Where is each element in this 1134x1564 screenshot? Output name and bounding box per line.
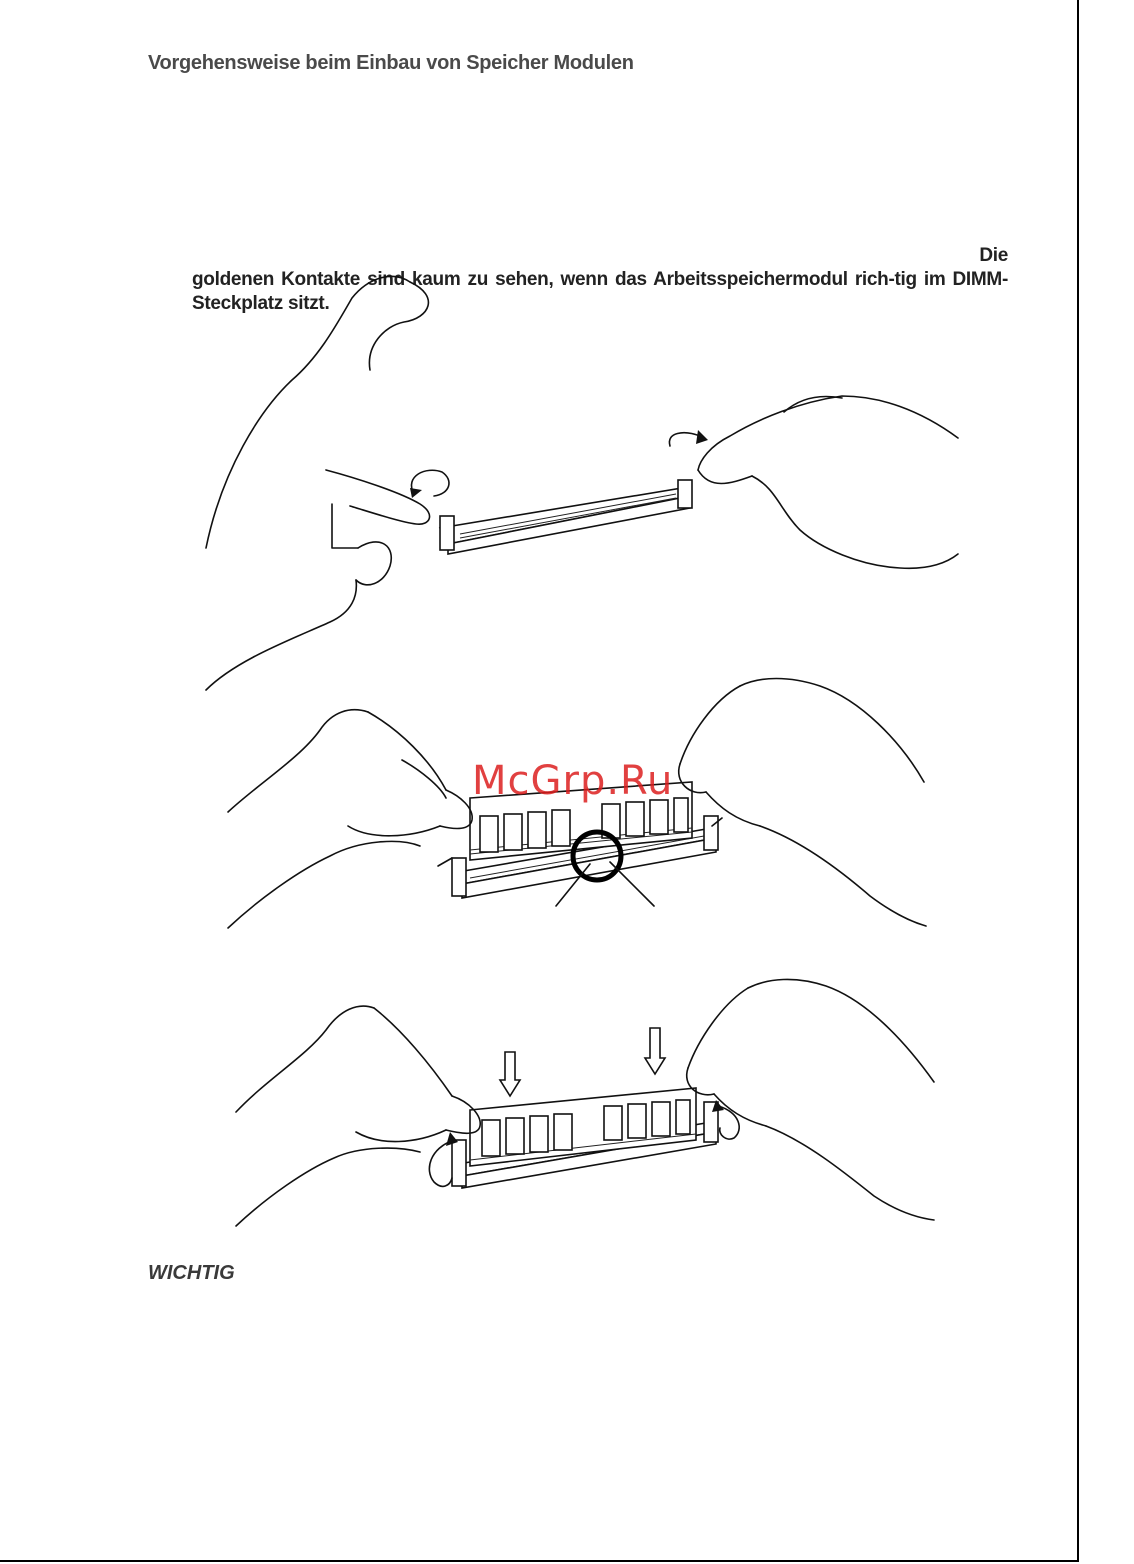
latch-close-arrow-right-icon xyxy=(718,1106,739,1139)
section-heading: Vorgehensweise beim Einbau von Speicher Modulen xyxy=(148,52,634,74)
left-hand-step2 xyxy=(228,710,472,928)
left-hand-step1 xyxy=(206,276,430,690)
latch-close-arrow-left-icon xyxy=(429,1140,454,1186)
right-hand-step1 xyxy=(698,396,958,568)
step3-press-module xyxy=(236,979,934,1226)
step1-open-latches xyxy=(206,276,958,690)
press-down-arrow-left-icon xyxy=(500,1052,520,1096)
rotate-arrow-right-icon xyxy=(669,433,700,446)
dimm-slot-empty xyxy=(440,480,692,554)
paragraph-first-word: Die xyxy=(979,245,1008,266)
watermark-text: McGrp.Ru xyxy=(472,758,674,804)
press-down-arrow-right-icon xyxy=(645,1028,665,1074)
paragraph-body: goldenen Kontakte sind kaum zu sehen, wenn das Arbeitsspeichermodul rich-tig im DIMM-Steckplatz sitzt. xyxy=(192,269,1008,314)
important-label: WICHTIG xyxy=(148,1262,235,1284)
left-hand-step3 xyxy=(236,1006,480,1226)
right-hand-step3 xyxy=(687,979,934,1220)
notch-pointer-right xyxy=(610,862,654,906)
right-hand-step2 xyxy=(679,679,926,927)
